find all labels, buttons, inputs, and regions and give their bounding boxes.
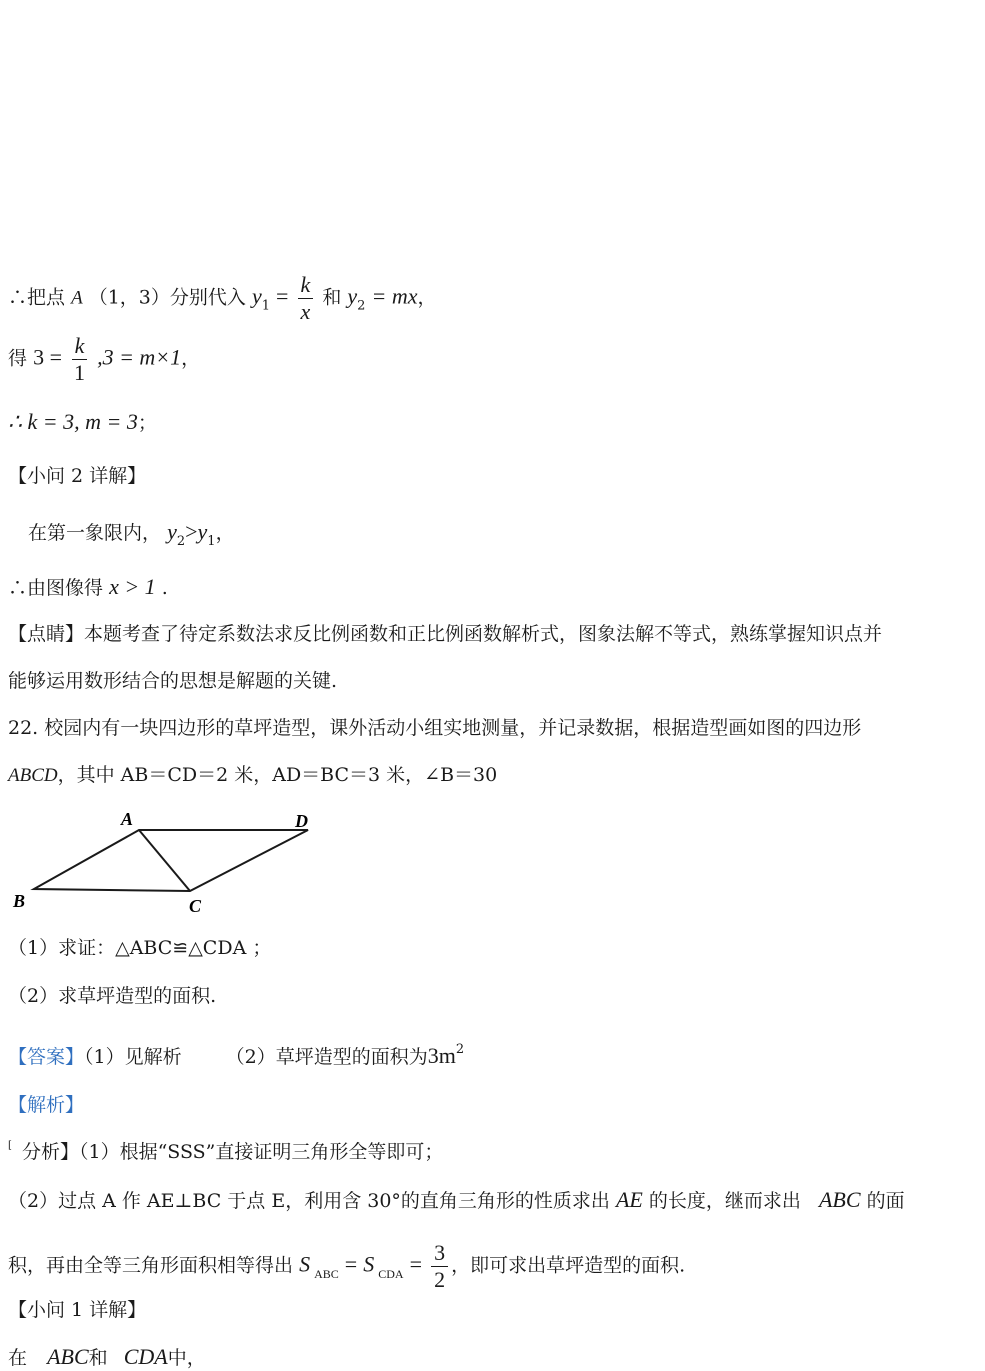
subquestion-2-line-1 xyxy=(28,520,235,554)
subscript: 1 xyxy=(207,534,216,549)
quadrilateral-figure xyxy=(8,805,328,920)
quadrilateral-abcd xyxy=(34,830,308,891)
analysis-line-1 xyxy=(22,1140,443,1164)
solution-line-1 xyxy=(8,272,437,325)
answer-value: 3m xyxy=(427,1043,456,1068)
punct: ， xyxy=(417,286,437,309)
remark-line-1 xyxy=(8,622,882,646)
subscript: 2 xyxy=(357,298,366,314)
punct: ， xyxy=(215,522,235,544)
greater-than: > xyxy=(185,519,198,544)
text: 和 xyxy=(88,1347,108,1369)
subquestion-2-line-2 xyxy=(8,575,168,600)
analysis-tag: 【解析】 xyxy=(8,1094,85,1116)
punct: ， xyxy=(181,347,201,370)
fraction-3-over-2 xyxy=(431,1240,448,1293)
text: （1）求证：△ABC≌△CDA ； xyxy=(8,937,272,959)
punct: 中， xyxy=(167,1347,206,1369)
solution-line-2 xyxy=(8,333,200,386)
answer-part-2: （2）草坪造型的面积为 xyxy=(225,1046,428,1068)
text: 在第一象限内， xyxy=(28,522,162,544)
problem-22-sub-2 xyxy=(8,984,216,1008)
text: ∴由图像得 xyxy=(8,577,104,599)
expr: 3 = xyxy=(33,344,62,370)
punct: . xyxy=(161,577,168,599)
text: ∴把点 xyxy=(8,286,66,309)
bracket-mark: [ xyxy=(8,1140,12,1151)
solution-line-3 xyxy=(8,410,157,435)
diagonal-ac xyxy=(139,830,190,891)
expr-mx: = mx xyxy=(371,283,418,309)
text: ，即可求出草坪造型的面积. xyxy=(451,1254,686,1277)
expr: ,3 = m×1 xyxy=(97,344,182,370)
numerator: k xyxy=(72,333,88,360)
analysis-line-3 xyxy=(8,1240,685,1293)
text: 分析】（1）根据“SSS”直接证明三角形全等即可； xyxy=(22,1141,444,1163)
problem-22-line-2 xyxy=(8,763,497,788)
subscript-abc: ABC xyxy=(314,1266,339,1281)
answer-line xyxy=(8,1038,464,1069)
text: 【点睛】本题考查了待定系数法求反比例函数和正比例函数解析式，图象法解不等式，熟练掌握知识点并 xyxy=(8,623,883,645)
inequality: x > 1 xyxy=(109,574,156,599)
equals: = xyxy=(276,283,289,309)
quad-name: ABCD xyxy=(8,765,58,786)
text: （2）求草坪造型的面积. xyxy=(8,985,217,1007)
text: ，其中 AB＝CD＝2 米，AD＝BC＝3 米，∠B＝30 xyxy=(57,764,498,786)
numerator: 3 xyxy=(431,1240,448,1267)
triangle-cda: CDA xyxy=(123,1344,168,1369)
area-s: S xyxy=(299,1251,311,1277)
text: 和 xyxy=(322,286,342,309)
subscript: 2 xyxy=(176,534,186,549)
subquestion-2-header xyxy=(8,464,146,488)
area-s: S xyxy=(363,1251,375,1277)
text: 【小问 2 详解】 xyxy=(8,465,147,487)
superscript: 2 xyxy=(455,1042,465,1057)
label-d: D xyxy=(295,811,308,831)
subscript: 1 xyxy=(261,298,270,314)
equals: = xyxy=(344,1251,358,1277)
text: （1，3）分别代入 xyxy=(88,286,246,309)
analysis-line-2 xyxy=(8,1188,905,1213)
problem-22-line-1 xyxy=(8,716,861,740)
fraction-k-over-x xyxy=(298,272,314,325)
segment-ae: AE xyxy=(615,1187,643,1212)
last-line xyxy=(8,1345,206,1370)
triangle-abc: ABC xyxy=(47,1344,89,1369)
text: 的长度，继而求出 xyxy=(648,1190,801,1212)
point-a: A xyxy=(71,287,83,309)
subquestion-1-header xyxy=(8,1298,146,1322)
label-b: B xyxy=(13,891,26,911)
text: 在 xyxy=(8,1347,28,1369)
answer-part-1: （1）见解析 xyxy=(84,1046,182,1068)
denominator: 2 xyxy=(434,1267,446,1292)
fraction-k-over-1 xyxy=(71,333,88,386)
triangle-abc: ABC xyxy=(818,1187,861,1212)
label-c: C xyxy=(189,896,202,916)
analysis-header xyxy=(8,1093,84,1117)
denominator: x xyxy=(300,299,311,324)
problem-22-sub-1 xyxy=(8,936,271,960)
var-y1: y xyxy=(197,519,208,544)
label-a: A xyxy=(121,809,134,829)
text: 22. 校园内有一块四边形的草坪造型，课外活动小组实地测量，并记录数据，根据造型画如图的四边形 xyxy=(8,717,862,739)
var-y2: y xyxy=(347,283,358,309)
subscript-cda: CDA xyxy=(378,1266,404,1281)
var-y1: y xyxy=(251,283,262,309)
equals: = xyxy=(409,1251,423,1277)
text: 的面 xyxy=(866,1190,905,1212)
text: （2）过点 A 作 AE⊥BC 于点 E，利用含 30°的直角三角形的性质求出 xyxy=(8,1190,610,1212)
numerator: k xyxy=(298,272,314,299)
denominator: 1 xyxy=(74,360,86,385)
text: 【小问 1 详解】 xyxy=(8,1299,147,1321)
result-expr: ∴ k = 3, m = 3 xyxy=(8,409,138,434)
text: 得 xyxy=(8,347,28,370)
text: 能够运用数形结合的思想是解题的关键. xyxy=(8,670,338,692)
text: 积，再由全等三角形面积相等得出 xyxy=(8,1254,294,1277)
answer-tag: 【答案】 xyxy=(8,1046,85,1068)
remark-line-2 xyxy=(8,669,337,693)
punct: ； xyxy=(137,412,157,434)
var-y2: y xyxy=(167,519,177,544)
